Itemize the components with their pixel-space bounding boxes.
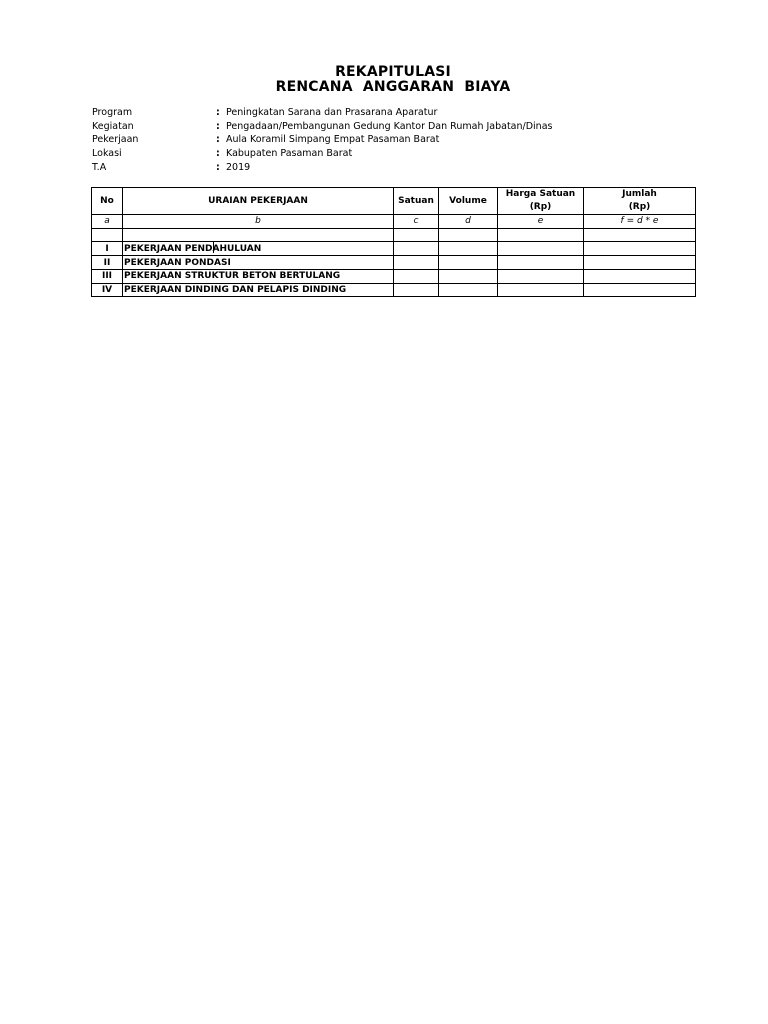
rab-recap-table [91,187,696,297]
column-letter-row [92,215,696,229]
info-colon: : [216,134,220,146]
uraian-text-part: PEKERJAAN PEND [124,244,213,255]
table-cell[interactable] [439,228,498,242]
letter-e[interactable]: e [498,215,584,229]
title-line-1: REKAPITULASI [335,64,451,80]
table-cell[interactable] [92,228,123,242]
row-volume-cell[interactable] [439,283,498,297]
header-harga-line1: Harga Satuan [505,189,576,199]
table-cell[interactable] [584,228,696,242]
table-cell[interactable] [498,228,584,242]
project-info [92,106,552,174]
document-title [0,65,768,95]
row-harga-cell[interactable] [498,256,584,270]
letter-a[interactable]: a [92,215,123,229]
info-row-pekerjaan [92,133,552,147]
row-jumlah-cell[interactable] [584,283,696,297]
row-uraian-cell[interactable]: PEKERJAAN PONDASI [123,256,394,270]
row-satuan-cell[interactable] [394,256,439,270]
info-label: T.A [92,161,107,173]
info-value: Pengadaan/Pembangunan Gedung Kantor Dan Rumah Jabatan/Dinas [226,120,553,132]
row-no-cell[interactable]: III [92,270,123,284]
row-jumlah-cell[interactable] [584,270,696,284]
info-label: Pekerjaan [92,134,139,146]
info-colon: : [216,161,220,173]
table-cell[interactable] [123,228,394,242]
table-cell[interactable] [394,228,439,242]
header-jumlah-line2: (Rp) [628,202,651,212]
header-jumlah-line1: Jumlah [622,189,657,199]
row-uraian-cell[interactable]: PEKERJAAN DINDING DAN PELAPIS DINDING [123,283,394,297]
row-no-cell[interactable]: II [92,256,123,270]
info-row-kegiatan [92,120,552,134]
uraian-text-part: AHULUAN [212,244,262,255]
row-no-cell[interactable]: IV [92,283,123,297]
row-uraian-cell[interactable] [123,242,394,256]
row-satuan-cell[interactable] [394,270,439,284]
table-header-row [92,188,696,215]
info-value: 2019 [226,161,251,173]
letter-b[interactable]: b [123,215,394,229]
header-volume: Volume [439,188,498,215]
row-harga-cell[interactable] [498,270,584,284]
table-row [92,270,696,284]
header-uraian: URAIAN PEKERJAAN [123,188,394,215]
info-value: Peningkatan Sarana dan Prasarana Aparatur [226,107,438,118]
letter-d[interactable]: d [439,215,498,229]
row-satuan-cell[interactable] [394,283,439,297]
table-row [92,283,696,297]
row-jumlah-cell[interactable] [584,256,696,270]
row-harga-cell[interactable] [498,242,584,256]
table-row [92,242,696,256]
header-satuan: Satuan [394,188,439,215]
row-satuan-cell[interactable] [394,242,439,256]
title-line-2: RENCANA ANGGARAN BIAYA [275,79,511,95]
row-uraian-cell[interactable]: PEKERJAAN STRUKTUR BETON BERTULANG [123,270,394,284]
info-value: Kabupaten Pasaman Barat [226,148,353,160]
row-harga-cell[interactable] [498,283,584,297]
info-label: Lokasi [92,148,122,160]
info-row-program [92,106,552,120]
info-value: Aula Koramil Simpang Empat Pasaman Barat [226,134,440,146]
info-colon: : [216,148,220,160]
info-row-lokasi [92,147,552,161]
info-label: Kegiatan [92,120,134,132]
header-no: No [92,188,123,215]
row-no-cell[interactable]: I [92,242,123,256]
header-harga-satuan [498,188,584,215]
info-colon: : [216,107,220,118]
header-harga-line2: (Rp) [529,202,552,212]
blank-row [92,228,696,242]
letter-f[interactable]: f = d * e [584,215,696,229]
info-label: Program [92,107,133,118]
info-colon: : [216,120,220,132]
letter-c[interactable]: c [394,215,439,229]
row-volume-cell[interactable] [439,270,498,284]
row-volume-cell[interactable] [439,242,498,256]
table-row [92,256,696,270]
header-jumlah [584,188,696,215]
row-jumlah-cell[interactable] [584,242,696,256]
info-row-tahun-anggaran [92,161,552,175]
row-volume-cell[interactable] [439,256,498,270]
